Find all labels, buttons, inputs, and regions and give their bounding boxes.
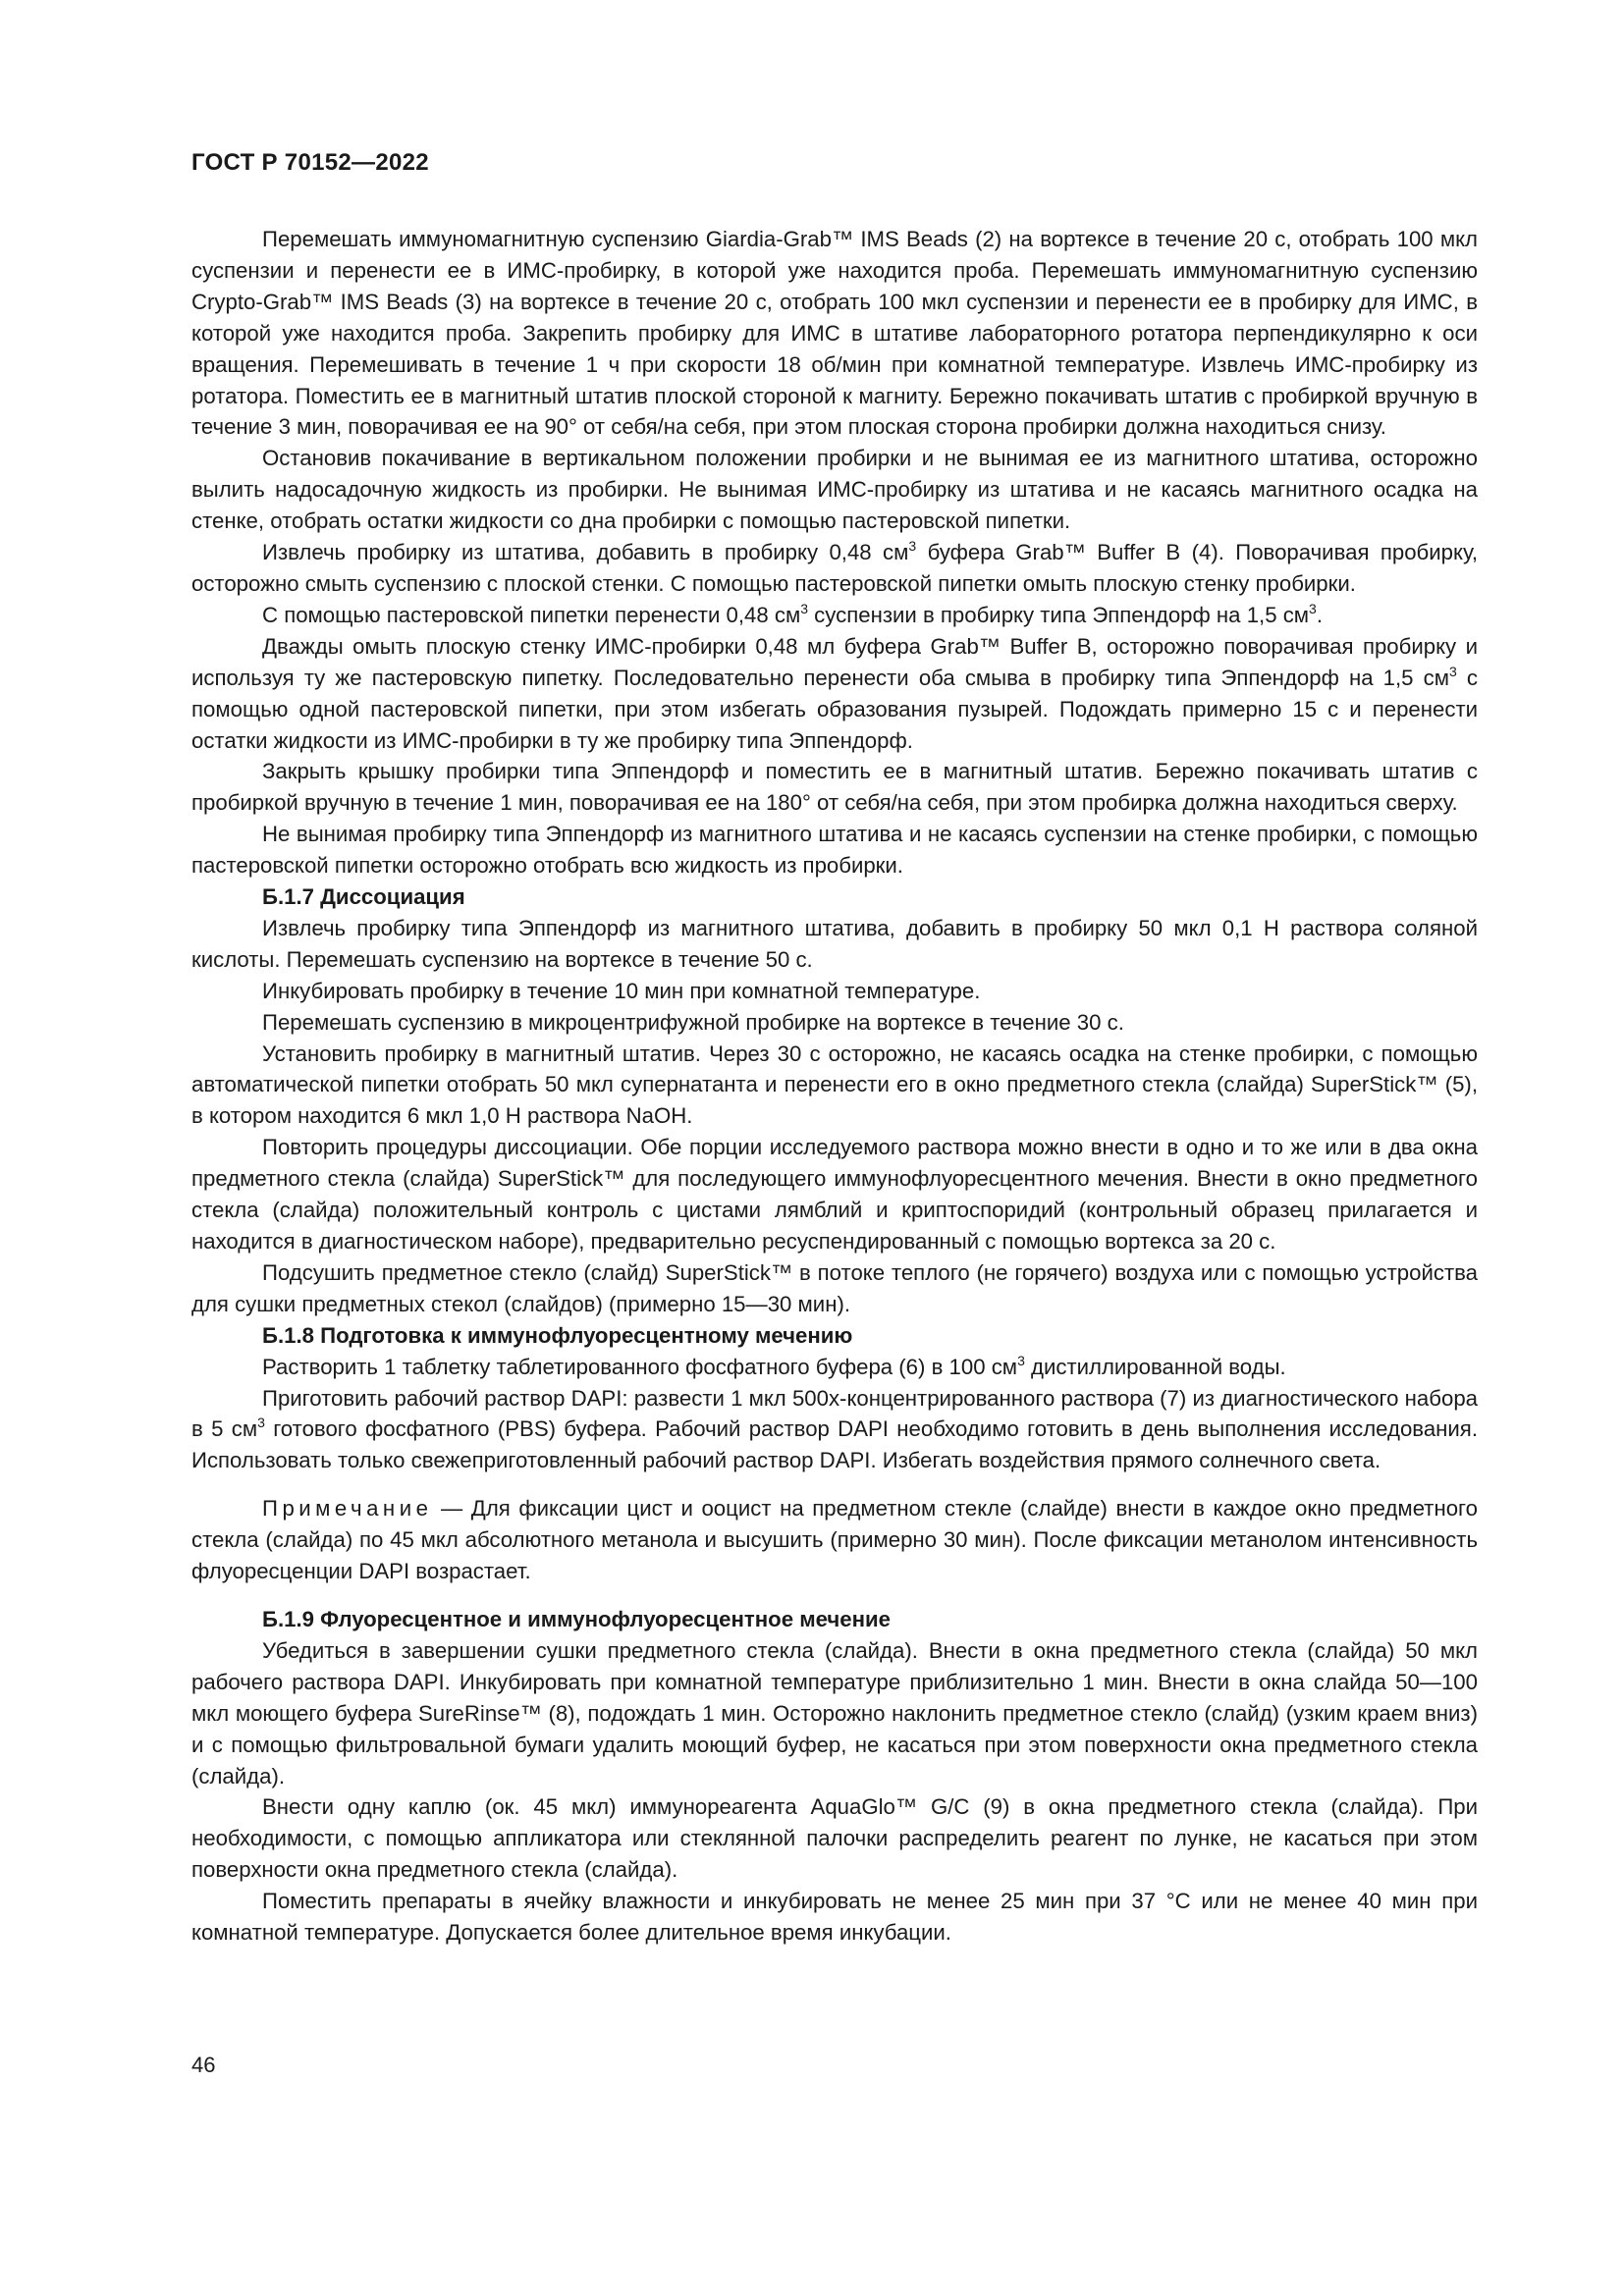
paragraph (191, 1352, 1478, 1383)
section-heading-b18: Б.1.8 Подготовка к иммунофлуоресцентному мечению (262, 1322, 853, 1348)
note-label: Примечание (262, 1496, 433, 1522)
paragraph (191, 1383, 1478, 1477)
paragraph: Подсушить предметное стекло (слайд) SuperStick™ в потоке теплого (не горячего) воздуха или с помощью устройства для сушки предметных стекол (слайдов) (примерно 15—30 мин). (191, 1259, 1478, 1316)
superscript: 3 (1017, 1352, 1025, 1368)
section-heading-b19: Б.1.9 Флуоресцентное и иммунофлуоресцентное мечение (262, 1606, 892, 1631)
note (191, 1493, 1478, 1587)
text-run: дистиллированной воды. (1024, 1354, 1286, 1379)
text-run: . (1316, 602, 1324, 627)
superscript: 3 (908, 538, 917, 555)
paragraph (191, 600, 1478, 631)
paragraph: Установить пробирку в магнитный штатив. Через 30 с осторожно, не касаясь осадка на стенке пробирки, с помощью автоматической пипетки отобрать 50 мкл супернатанта и перенести его в окно предметного стекла (слайда) SuperStick™ (5), в котором находится 6 мкл 1,0 Н раствора NaOH. (191, 1041, 1478, 1129)
superscript: 3 (257, 1415, 265, 1431)
text-run: готового фосфатного (PBS) буфера. Рабочий раствор DAPI необходимо готовить в день выполнения исследования. Использовать только свежеприготовленный рабочий раствор DAPI. Избегать воздействия прямого солнечного света. (191, 1416, 1478, 1473)
text-run: буфера Grab™ Buffer B (4). Поворачивая пробирку, осторожно смыть суспензию с плоской стенки. С помощью пастеровской пипетки омыть плоскую стенку пробирки. (191, 540, 1478, 596)
superscript: 3 (800, 600, 809, 616)
paragraph: Внести одну каплю (ок. 45 мкл) иммунореагента AquaGlo™ G/C (9) в окна предметного стекла (слайда). При необходимости, с помощью аппликатора или стеклянной палочки распределить реагент по лунке, не касаться при этом поверхности окна предметного стекла (слайда). (191, 1794, 1478, 1883)
paragraph (191, 631, 1478, 757)
paragraph: Извлечь пробирку типа Эппендорф из магнитного штатива, добавить в пробирку 50 мкл 0,1 Н раствора соляной кислоты. Перемешать суспензию на вортексе в течение 50 с. (191, 915, 1478, 972)
paragraph: Перемешать иммуномагнитную суспензию Giardia-Grab™ IMS Beads (2) на вортексе в течение 20 с, отобрать 100 мкл суспензии и перенести ее в ИМС-пробирку, в которой уже находится проба. Перемешать иммуномагнитную суспензию Crypto-Grab™ IMS Beads (3) на вортексе в течение 20 с, отобрать 100 мкл суспензии и перенести ее в пробирку для ИМС, в которой уже находится проба. Закрепить пробирку для ИМС в штативе лабораторного ротатора перпендикулярно к оси вращения. Перемешивать в течение 1 ч при скорости 18 об/мин при комнатной температуре. Извлечь ИМС-пробирку из ротатора. Поместить ее в магнитный штатив плоской стороной к магниту. Бережно покачивать штатив с пробиркой вручную в течение 3 мин, поворачивая ее на 90° от себя/на себя, при этом плоская сторона пробирки должна находиться снизу. (191, 227, 1478, 440)
text-run: суспензии в пробирку типа Эппендорф на 1,5 см (808, 602, 1310, 627)
document-header: ГОСТ Р 70152—2022 (191, 149, 429, 176)
paragraph: Остановив покачивание в вертикальном положении пробирки и не вынимая ее из магнитного штатива, осторожно вылить надосадочную жидкость из пробирки. Не вынимая ИМС-пробирку из штатива и не касаясь магнитного осадка на стенке, отобрать остатки жидкости со дна пробирки с помощью пастеровской пипетки. (191, 446, 1478, 534)
document-body (191, 224, 1478, 1949)
paragraph: Повторить процедуры диссоциации. Обе порции исследуемого раствора можно внести в одно и то же или в два окна предметного стекла (слайда) SuperStick™ для последующего иммунофлуоресцентного мечения. Внести в окно предметного стекла (слайда) положительный контроль с цистами лямблий и криптоспоридий (контрольный образец прилагается и находится в диагностическом наборе), предварительно ресуспендированный с помощью вортекса за 20 с. (191, 1135, 1478, 1254)
text-run: Извлечь пробирку из штатива, добавить в пробирку 0,48 см (262, 540, 909, 565)
paragraph: Поместить препараты в ячейку влажности и инкубировать не менее 25 мин при 37 °С или не менее 40 мин при комнатной температуре. Допускается более длительное время инкубации. (191, 1889, 1478, 1946)
section-heading-b17: Б.1.7 Диссоциация (262, 884, 465, 910)
paragraph: Перемешать суспензию в микроцентрифужной пробирке на вортексе в течение 30 с. (262, 1009, 1124, 1035)
superscript: 3 (1309, 600, 1317, 616)
text-run: Дважды омыть плоскую стенку ИМС-пробирки 0,48 мл буфера Grab™ Buffer B, осторожно поворачивая пробирку и используя ту же пастеровскую пипетку. Последовательно перенести оба смыва в пробирку типа Эппендорф на 1,5 см (191, 633, 1478, 690)
superscript: 3 (1448, 663, 1457, 679)
page-number: 46 (191, 2053, 216, 2077)
text-run: Растворить 1 таблетку таблетированного фосфатного буфера (6) в 100 см (262, 1354, 1018, 1379)
paragraph: Убедиться в завершении сушки предметного стекла (слайда). Внести в окна предметного стекла (слайда) 50 мкл рабочего раствора DAPI. Инкубировать при комнатной температуре приблизительно 1 мин. Внести в окна слайда 50—100 мкл моющего буфера SureRinse™ (8), подождать 1 мин. Осторожно наклонить предметное стекло (слайд) (узким краем вниз) и с помощью фильтровальной бумаги удалить моющий буфер, не касаться при этом поверхности окна предметного стекла (слайда). (191, 1637, 1478, 1789)
paragraph: Не вынимая пробирку типа Эппендорф из магнитного штатива и не касаясь суспензии на стенке пробирки, с помощью пастеровской пипетки осторожно отобрать всю жидкость из пробирки. (191, 822, 1478, 879)
note-text: — Для фиксации цист и ооцист на предметном стекле (слайде) внести в каждое окно предметного стекла (слайда) по 45 мкл абсолютного метанола и высушить (примерно 30 мин). После фиксации метанолом интенсивность флуоресценции DAPI возрастает. (191, 1496, 1478, 1584)
text-run: Приготовить рабочий раствор DAPI: развести 1 мкл 500х-концентрированного раствора (7) из диагностического набора в 5 см (191, 1385, 1478, 1442)
text-run: с помощью одной пастеровской пипетки, при этом избегать образования пузырей. Подождать примерно 15 с и перенести остатки жидкости из ИМС-пробирки в ту же пробирку типа Эппендорф. (191, 665, 1478, 753)
text-run: С помощью пастеровской пипетки перенести 0,48 см (262, 602, 801, 627)
paragraph: Закрыть крышку пробирки типа Эппендорф и поместить ее в магнитный штатив. Бережно покачивать штатив с пробиркой вручную в течение 1 мин, поворачивая ее на 180° от себя/на себя, при этом пробирка должна находиться сверху. (191, 759, 1478, 816)
paragraph: Инкубировать пробирку в течение 10 мин при комнатной температуре. (262, 978, 981, 1003)
paragraph (191, 537, 1478, 600)
